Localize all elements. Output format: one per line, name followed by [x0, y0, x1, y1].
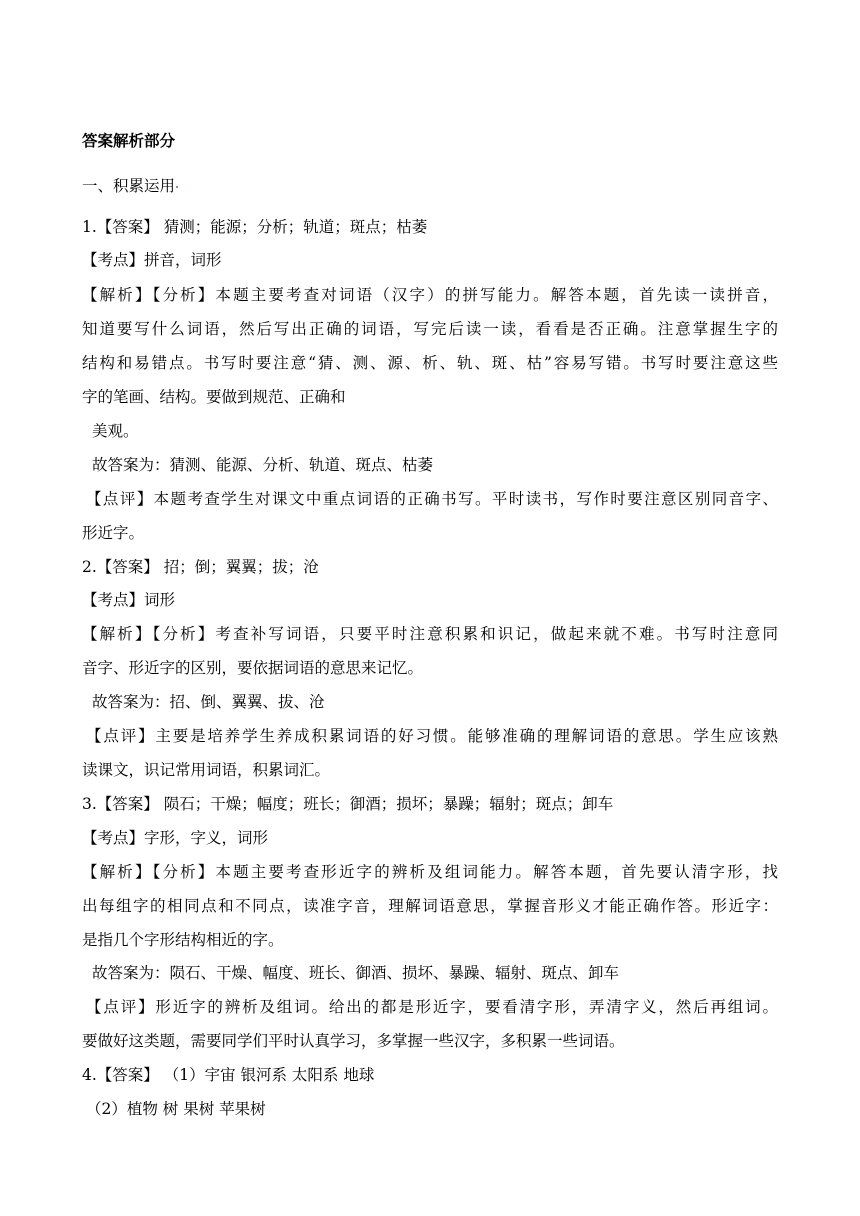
section-heading-text: 一、积累运用	[82, 177, 176, 195]
section-heading	[82, 176, 178, 196]
q3-jiexi-line3: 是指几个字形结构相近的字。	[82, 931, 284, 949]
q3-jiexi-line1: 【解析】【分析】本题主要考查形近字的辨析及组词能力。解答本题，首先要认清字形，找	[82, 863, 778, 881]
q2-final-answer: 故答案为：招、倒、翼翼、拔、沧	[92, 693, 325, 711]
q2-jiexi-line1: 【解析】【分析】考查补写词语，只要平时注意积累和识记，做起来就不难。书写时注意同	[82, 625, 778, 643]
q2-jiexi-line2: 音字、形近字的区别，要依据词语的意思来记忆。	[82, 659, 424, 677]
page-title: 答案解析部分	[82, 132, 176, 150]
marker-dot	[176, 186, 178, 188]
q2-kaodian: 【考点】词形	[82, 591, 176, 609]
q1-dianping-line1: 【点评】本题考查学生对课文中重点词语的正确书写。平时读书，写作时要注意区别同音字、	[86, 490, 778, 508]
q1-jiexi-line5: 美观。	[92, 422, 139, 440]
q3-dianping-line2: 要做好这类题，需要同学们平时认真学习，多掌握一些汉字，多积累一些词语。	[82, 1032, 625, 1050]
q2-dianping-line1: 【点评】主要是培养学生养成积累词语的好习惯。能够准确的理解词语的意思。学生应该熟	[86, 727, 778, 745]
q1-jiexi-line1: 【解析】【分析】本题主要考查对词语（汉字）的拼写能力。解答本题，首先读一读拼音，	[82, 286, 778, 304]
q3-dianping-line1: 【点评】形近字的辨析及组词。给出的都是形近字，要看清字形，弄清字义，然后再组词。	[86, 998, 778, 1016]
q1-jiexi-line2: 知道要写什么词语，然后写出正确的词语，写完后读一读，看看是否正确。注意掌握生字的	[82, 320, 778, 338]
q1-jiexi-line4: 字的笔画、结构。要做到规范、正确和	[82, 388, 346, 406]
q3-final-answer: 故答案为：陨石、干燥、幅度、班长、御酒、损坏、暴躁、辐射、斑点、卸车	[92, 964, 620, 982]
q4-answer-line2: （2）植物 树 果树 苹果树	[86, 1100, 266, 1118]
q1-answer: 1.【答案】 猜测；能源；分析；轨道；斑点；枯萎	[82, 218, 428, 236]
q4-answer: 4.【答案】 （1）宇宙 银河系 太阳系 地球	[82, 1066, 375, 1084]
q2-dianping-line2: 读课文，识记常用词语，积累词汇。	[82, 761, 331, 779]
q2-answer: 2.【答案】 招；倒；翼翼；拔；沧	[82, 558, 319, 576]
q3-answer: 3.【答案】 陨石；干燥；幅度；班长；御酒；损坏；暴躁；辐射；斑点；卸车	[82, 795, 614, 813]
q3-kaodian: 【考点】字形，字义，词形	[82, 829, 269, 847]
q1-jiexi-line3: 结构和易错点。书写时要注意“猜、测、源、析、轨、斑、枯”容易写错。书写时要注意这些	[82, 354, 778, 372]
q1-final-answer: 故答案为：猜测、能源、分析、轨道、斑点、枯萎	[92, 456, 434, 474]
q1-kaodian: 【考点】拼音，词形	[82, 251, 222, 269]
q1-dianping-line2: 形近字。	[82, 524, 145, 542]
q3-jiexi-line2: 出每组字的相同点和不同点，读准字音，理解词语意思，掌握音形义才能正确作答。形近字：	[82, 897, 778, 915]
